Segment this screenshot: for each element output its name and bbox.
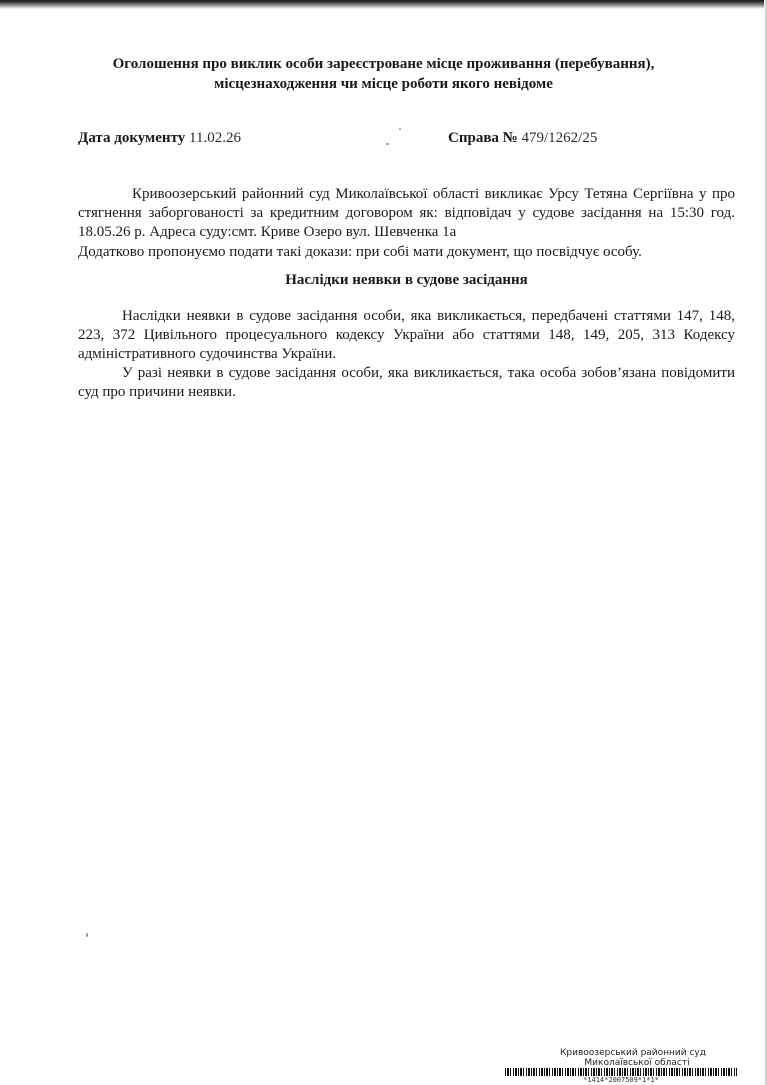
document-barcode	[505, 1068, 737, 1076]
summons-line-3: год. 18.05.26 р. Адреса суду:смт. Криве Озеро вул. Шевченка 1а	[78, 205, 735, 240]
document-date-label: Дата документу	[78, 130, 186, 146]
summons-paragraph	[78, 185, 735, 242]
consequences-paragraph-2: У разі неявки в судове засідання особи, яка викликається, така особа зобов’язана повідомити суд про причини неявки.	[78, 365, 735, 400]
summons-line-2: про стягнення заборгованості за кредитним договором як: відповідач у судове засідання на 15:30	[78, 186, 736, 221]
court-stamp-name: Кривоозерський районний суд	[560, 1048, 706, 1058]
consequences-paragraph-1: Наслідки неявки в судове засідання особи, яка викликається, передбачені статтями 147, 148, 223, 372 Цивільного процесуального кодексу України або статтями 148, 149, 205, 313 Кодексу адміністративного судочинства України.	[78, 308, 735, 362]
document-date-value: 11.02.26	[189, 130, 241, 146]
page-title-line-1: Оголошення про виклик особи зареєстроване місце проживання (перебування),	[112, 56, 655, 72]
scan-speck	[399, 128, 401, 130]
page-title	[60, 54, 707, 94]
page-title-line-2: місцезнаходження чи місце роботи якого невідоме	[214, 76, 553, 92]
case-number-label: Справа №	[448, 130, 518, 146]
barcode-text: *1414*2007509*1*1*	[583, 1076, 659, 1084]
scan-speck	[86, 933, 88, 937]
case-number-value: 479/1262/25	[521, 130, 598, 146]
case-number	[448, 129, 597, 147]
court-stamp-region: Миколаївської області	[584, 1058, 690, 1068]
document-date	[78, 129, 241, 147]
scan-speck	[386, 143, 389, 145]
court-stamp	[533, 1048, 733, 1068]
summons-line-1: Кривоозерський районний суд Миколаївської області викликає Урсу Тетяна Сергіївна у	[132, 186, 707, 202]
consequences-heading: Наслідки неявки в судове засідання	[285, 272, 528, 288]
scan-edge-top	[0, 0, 767, 9]
summons-evidence-note: Додатково пропонуємо подати такі докази: при собі мати документ, що посвідчує особу.	[78, 244, 642, 260]
